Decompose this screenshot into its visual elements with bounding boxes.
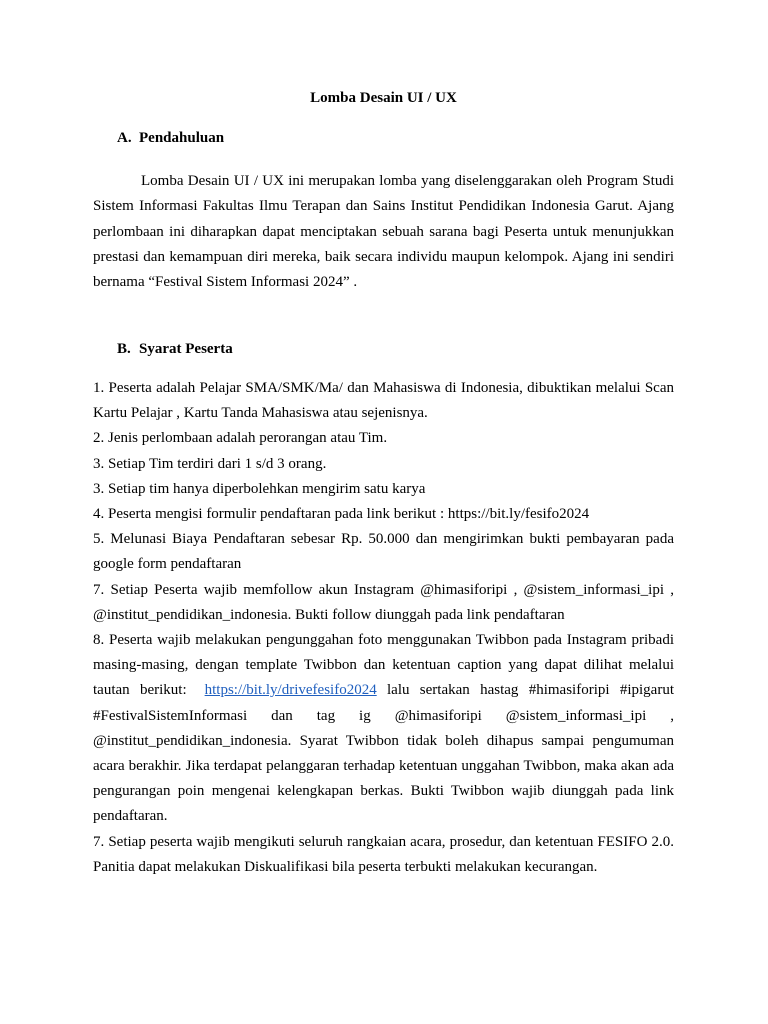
section-b-letter: B. [117, 341, 131, 357]
list-item: 1. Peserta adalah Pelajar SMA/SMK/Ma/ dan Mahasiswa di Indonesia, dibuktikan melalui Scan Kartu Pelajar , Kartu Tanda Mahasiswa atau sejenisnya. [93, 380, 674, 422]
twibbon-text-start: 8. Peserta wajib melakukan pengunggahan foto menggunakan Twibbon pada Instagram pribadi masing-masing, dengan template Twibbon dan ketentuan caption yang dapat dilihat melalui tautan berikut: [93, 632, 674, 699]
list-item: 7. Setiap Peserta wajib memfollow akun Instagram @himasiforipi , @sistem_informasi_ipi , @institut_pendidikan_indonesia. Bukti follow diunggah pada link pendaftaran [93, 581, 674, 623]
section-a-heading [117, 128, 224, 148]
section-a-letter: A. [117, 130, 132, 146]
list-item: 4. Peserta mengisi formulir pendaftaran pada link berikut : https://bit.ly/fesifo2024 [93, 506, 590, 523]
twibbon-template-link[interactable]: https://bit.ly/drivefesifo2024 [204, 682, 377, 699]
section-b-title: Syarat Peserta [139, 341, 233, 357]
list-item-twibbon [93, 628, 674, 830]
list-item: 2. Jenis perlombaan adalah perorangan atau Tim. [93, 430, 388, 447]
requirements-list [93, 376, 674, 880]
twibbon-text-end: lalu sertakan hastag #himasiforipi #ipigarut #FestivalSistemInformasi dan tag ig @himasiforipi @sistem_informasi_ipi , @institut_pendidikan_indonesia. Syarat Twibbon tidak boleh dihapus sampai pengumuman acara berakhir. Jika terdapat pelanggaran terhadap ketentuan unggahan Twibbon, maka akan ada pengurangan poin mengenai kelengkapan berkas. Bukti Twibbon wajib diunggah pada link pendaftaran. [93, 682, 675, 825]
list-item: 7. Setiap peserta wajib mengikuti seluruh rangkaian acara, prosedur, dan ketentuan FESIFO 2.0. Panitia dapat melakukan Diskualifikasi bila peserta terbukti melakukan kecurangan. [93, 833, 674, 875]
list-item: 3. Setiap Tim terdiri dari 1 s/d 3 orang. [93, 455, 327, 472]
section-b-heading [117, 339, 233, 359]
list-item: 3. Setiap tim hanya diperbolehkan mengirim satu karya [93, 480, 426, 497]
section-a-title: Pendahuluan [139, 130, 225, 146]
list-item: 5. Melunasi Biaya Pendaftaran sebesar Rp. 50.000 dan mengirimkan bukti pembayaran pada google form pendaftaran [93, 531, 674, 573]
document-title: Lomba Desain UI / UX [310, 90, 457, 106]
intro-paragraph: Lomba Desain UI / UX ini merupakan lomba yang diselenggarakan oleh Program Studi Sistem Informasi Fakultas Ilmu Terapan dan Sains Institut Pendidikan Indonesia Garut. Ajang perlombaan ini diharapkan dapat menciptakan sebuah sarana bagi Peserta untuk menunjukkan prestasi dan kemampuan diri mereka, baik secara individu maupun kelompok. Ajang ini sendiri bernama “Festival Sistem Informasi 2024” . [93, 173, 674, 291]
